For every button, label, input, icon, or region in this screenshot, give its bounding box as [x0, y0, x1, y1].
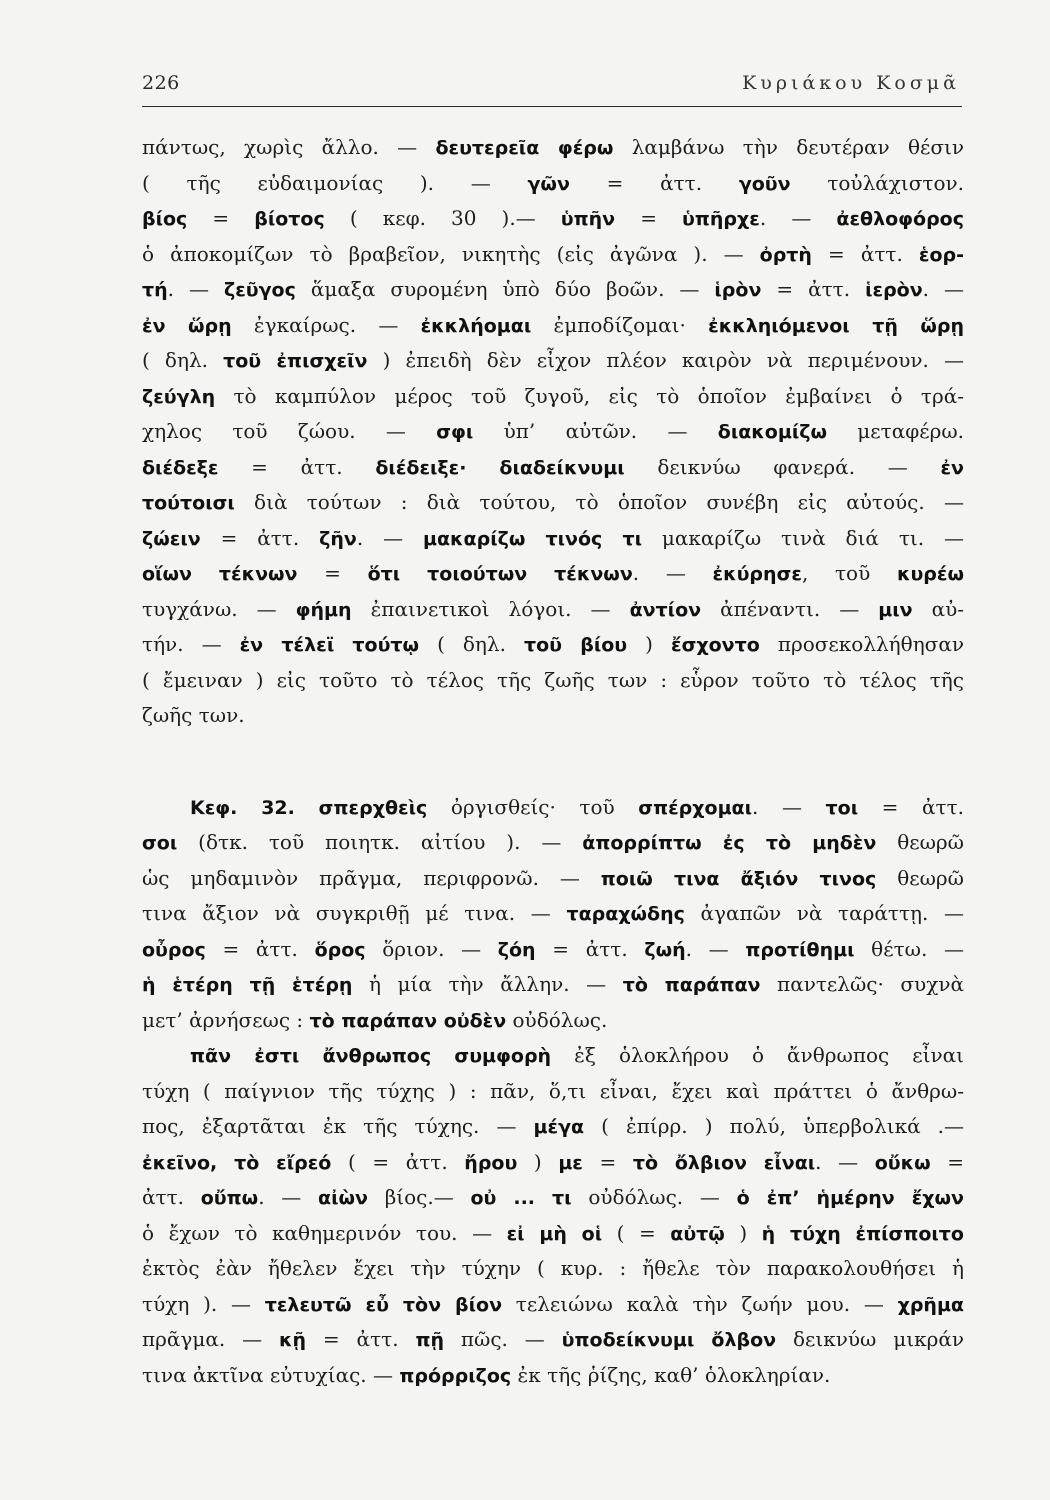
- gloss-text: ἐπαινετικοὶ λόγοι. —: [351, 596, 630, 621]
- text-line: [142, 521, 964, 557]
- text-line: [142, 1322, 964, 1358]
- headword: χρῆμα: [897, 1293, 964, 1316]
- gloss-text: = ἀττ.: [811, 241, 919, 266]
- gloss-text: =: [297, 561, 368, 585]
- headword: ζεύγλη: [142, 385, 216, 408]
- gloss-text: =: [615, 206, 683, 230]
- gloss-text: . —: [685, 936, 746, 961]
- headword: ἐν: [940, 456, 964, 479]
- gloss-text: (δτκ. τοῦ ποιητκ. αἰτίου ). —: [177, 830, 583, 854]
- running-head: Κυριάκου Κοσμᾶ: [742, 72, 960, 94]
- gloss-text: ἐγκαίρως. —: [231, 312, 421, 337]
- gloss-text: ἐμποδίζομαι·: [531, 312, 709, 337]
- headword: ζῆν: [319, 527, 357, 550]
- gloss-text: = ἀττ.: [761, 277, 866, 301]
- gloss-text: ( ἐπίρρ. ) πολύ, ὑπερβολικά .—: [584, 1114, 964, 1138]
- gloss-text: ἐκτὸς ἐὰν ἤθελεν ἔχει τὴν τύχην ( κυρ. : ἤθελε τὸν παρακολουθήσει ἡ: [142, 1256, 964, 1280]
- headword: πῇ: [415, 1329, 444, 1351]
- headword: ἀντίον: [629, 598, 702, 621]
- gloss-text: τύχη ( παίγνιον τῆς τύχης ) : πᾶν, ὅ,τι εἶναι, ἔχει καὶ πράττει ὁ ἄνθρω-: [142, 1078, 964, 1103]
- headword: τὸ ὄλβιον εἶναι: [632, 1151, 816, 1174]
- headword: τοι: [825, 796, 859, 819]
- headword: ἡ ἑτέρη τῇ ἑτέρῃ: [142, 974, 353, 996]
- headword: ὅτι τοιούτων τέκνων: [367, 563, 633, 585]
- headword: ταραχώδης: [566, 903, 685, 925]
- headword: οὔκω: [874, 1151, 931, 1174]
- gloss-text: μετ’ ἀρνήσεως :: [142, 1007, 310, 1032]
- text-line: [142, 1287, 964, 1323]
- gloss-text: . —: [752, 794, 826, 819]
- headword: ἀπορρίπτω ἐς τὸ μηδὲν: [582, 832, 877, 854]
- headword: πᾶν ἐστι ἄνθρωπος συμφορὴ: [190, 1045, 552, 1067]
- text-line: [142, 967, 964, 1003]
- gloss-text: = ἀττ.: [205, 936, 315, 961]
- headword: πρόρριζος: [399, 1364, 512, 1387]
- headword: ἐκκληιόμενοι τῇ ὥρῃ: [708, 314, 964, 337]
- gloss-text: ἀγαπῶν νὰ ταράττῃ. —: [684, 901, 964, 925]
- gloss-text: τινα ἀκτῖνα εὐτυχίας. —: [142, 1362, 400, 1387]
- text-line: [142, 932, 964, 968]
- gloss-text: τήν. —: [142, 632, 240, 656]
- headword: τοῦ ἐπισχεῖν: [223, 350, 368, 372]
- gloss-text: , τοῦ: [801, 561, 897, 585]
- gloss-text: ὅριον. —: [365, 936, 498, 961]
- gloss-text: . —: [922, 277, 964, 301]
- gloss-text: οὐδόλως. —: [571, 1185, 737, 1209]
- gloss-text: ( δηλ.: [419, 632, 524, 656]
- text-line: [142, 825, 964, 861]
- gloss-text: ( τῆς εὐδαιμονίας ). —: [142, 170, 528, 195]
- gloss-text: ζωῆς των.: [142, 703, 245, 727]
- headword: οἵων τέκνων: [142, 563, 298, 585]
- gloss-text: . —: [258, 1185, 319, 1209]
- gloss-text: τινα ἄξιον νὰ συγκριθῇ μέ τινα. —: [142, 901, 567, 925]
- headword: με: [558, 1151, 583, 1174]
- text-line: [142, 698, 964, 734]
- gloss-text: δεικνύω μικράν: [776, 1327, 964, 1351]
- gloss-text: τὸ καμπύλον μέρος τοῦ ζυγοῦ, εἰς τὸ ὁποῖον ἐμβαίνει ὁ τρά-: [215, 383, 964, 408]
- gloss-text: πῶς. —: [444, 1327, 562, 1351]
- headword: κῇ: [279, 1329, 307, 1351]
- gloss-text: βίος.—: [367, 1185, 471, 1209]
- gloss-text: ( = ἀττ.: [331, 1149, 465, 1174]
- gloss-text: πάντως, χωρὶς ἄλλο. —: [142, 135, 436, 159]
- text-line: [142, 450, 964, 486]
- gloss-text: διὰ τούτων : διὰ τούτου, τὸ ὁποῖον συνέβη εἰς αὐτούς. —: [234, 490, 964, 514]
- text-line: [142, 1180, 964, 1216]
- text-line: [142, 272, 964, 308]
- section-gap: [142, 734, 964, 790]
- gloss-text: τύχη ). —: [142, 1291, 265, 1316]
- headword: τὸ παράπαν οὐδὲν: [309, 1009, 507, 1032]
- gloss-text: μεταφέρω.: [826, 419, 964, 443]
- gloss-text: . —: [356, 525, 424, 550]
- gloss-text: ὡς μηδαμινὸν πρᾶγμα, περιφρονῶ. —: [142, 865, 601, 890]
- headword: γοῦν: [738, 172, 791, 195]
- text-line: [142, 130, 964, 166]
- gloss-text: ὑπ’ αὐτῶν. —: [473, 419, 718, 443]
- headword: διέδεξε: [142, 456, 219, 479]
- headword: βίος: [142, 208, 188, 230]
- text-line: [142, 627, 964, 663]
- text-line: [142, 1358, 964, 1394]
- gloss-text: μακαρίζω τινὰ διά τι. —: [641, 525, 964, 550]
- gloss-text: ἡ μία τὴν ἄλλην. —: [352, 972, 623, 996]
- text-line: [142, 663, 964, 699]
- headword: ἑορ-: [918, 243, 964, 266]
- headword: ζόη: [497, 938, 536, 961]
- gloss-text: ἀττ.: [142, 1185, 201, 1209]
- headword: σπέρχομαι: [638, 796, 753, 819]
- gloss-text: πος, ἐξαρτᾶται ἐκ τῆς τύχης. —: [142, 1114, 534, 1138]
- gloss-text: λαμβάνω τὴν δευτέραν θέσιν: [613, 135, 964, 159]
- gloss-text: ( ἔμειναν ) εἰς τοῦτο τὸ τέλος τῆς ζωῆς των : εὗρον τοῦτο τὸ τέλος τῆς: [142, 667, 964, 692]
- glossary-chapter-32-paragraph-1: [142, 790, 964, 1039]
- headword: σοι: [142, 832, 178, 854]
- headword: μέγα: [533, 1116, 585, 1138]
- gloss-text: . —: [167, 277, 224, 301]
- gloss-text: = ἀττ.: [306, 1327, 416, 1351]
- headword: αὐτῷ: [670, 1222, 725, 1245]
- headword: τοῦ βίου: [523, 634, 628, 656]
- gloss-text: δεικνύω φανερά. —: [624, 454, 941, 479]
- gloss-text: ): [517, 1149, 559, 1174]
- gloss-text: αὐ-: [912, 596, 964, 621]
- headword: ζεῦγος: [223, 279, 296, 301]
- text-line: [142, 1216, 964, 1252]
- gloss-text: ): [724, 1220, 762, 1245]
- headword: ζωή: [644, 938, 686, 961]
- headword: διακομίζω: [717, 421, 827, 443]
- text-line: [142, 1109, 964, 1145]
- gloss-text: θεωρῶ: [876, 830, 964, 854]
- headword: ὅρος: [314, 938, 366, 961]
- text-line: [142, 861, 964, 897]
- gloss-text: =: [930, 1149, 964, 1174]
- glossary-section-1: [142, 130, 964, 734]
- gloss-text: τοὐλάχιστον.: [790, 170, 964, 195]
- page-number: 226: [142, 72, 180, 94]
- text-line: [142, 896, 964, 932]
- gloss-text: οὐδόλως.: [506, 1007, 608, 1032]
- gloss-text: πρᾶγμα. —: [142, 1327, 279, 1351]
- headword: γῶν: [527, 172, 570, 195]
- headword: τούτοισι: [142, 492, 235, 514]
- text-line: [142, 1145, 964, 1181]
- gloss-text: = ἀττ.: [200, 525, 320, 550]
- text-line: [142, 592, 964, 628]
- gloss-text: ὀργισθείς· τοῦ: [427, 794, 639, 819]
- headword: προτίθημι: [745, 938, 855, 961]
- headword: ἔσχοντο: [671, 634, 760, 656]
- text-line: [142, 308, 964, 344]
- gloss-text: = ἀττ.: [535, 936, 645, 961]
- gloss-text: ὁ ἔχων τὸ καθημερινόν του. —: [142, 1220, 507, 1245]
- gloss-text: = ἀττ.: [858, 794, 964, 819]
- text-line: [142, 343, 964, 379]
- gloss-text: τελειώνω καλὰ τὴν ζωήν μου. —: [502, 1291, 898, 1316]
- text-line: [142, 485, 964, 521]
- gloss-text: = ἀττ.: [218, 454, 376, 479]
- gloss-text: ἐξ ὁλοκλήρου ὁ ἄνθρωπος εἶναι: [551, 1043, 964, 1067]
- headword: ἐν ὥρῃ: [142, 314, 232, 337]
- headword: ἤρου: [464, 1151, 518, 1174]
- gloss-text: =: [582, 1149, 633, 1174]
- headword: ὁ ἐπ’ ἡμέρην ἔχων: [736, 1187, 964, 1209]
- gloss-text: = ἀττ.: [569, 170, 739, 195]
- gloss-text: χηλος τοῦ ζώου. —: [142, 419, 437, 443]
- gloss-text: ἀπέναντι. —: [701, 596, 879, 621]
- headword: φήμη: [295, 598, 352, 621]
- headword: ἐκύρησε: [712, 563, 802, 585]
- gloss-text: θεωρῶ: [876, 865, 964, 890]
- gloss-text: παντελῶς· συχνὰ: [760, 972, 964, 996]
- text-line: [142, 237, 964, 273]
- text-line: [142, 414, 964, 450]
- headword: ἱερὸν: [865, 279, 923, 301]
- headword: ὑποδείκνυμι ὄλβον: [561, 1329, 777, 1351]
- headword: κυρέω: [896, 563, 964, 585]
- text-line: [142, 201, 964, 237]
- page-header: [142, 70, 962, 107]
- headword: οὐ ... τι: [470, 1187, 572, 1209]
- headword: μακαρίζω τινός τι: [423, 527, 642, 550]
- headword: ἀεθλοφόρος: [836, 208, 964, 230]
- headword: βίοτος: [254, 208, 325, 230]
- text-line: [142, 166, 964, 202]
- gloss-text: ( δηλ.: [142, 348, 224, 372]
- headword: οὔπω: [200, 1187, 259, 1209]
- headword: σφι: [436, 421, 474, 443]
- text-line: [142, 556, 964, 592]
- page-body: [142, 130, 964, 1393]
- headword: αἰὼν: [318, 1187, 368, 1209]
- gloss-text: . —: [815, 1149, 875, 1174]
- headword: τελευτῶ εὖ τὸν βίον: [264, 1293, 503, 1316]
- gloss-text: προσεκολλήθησαν: [759, 632, 964, 656]
- gloss-text: ὁ ἀποκομίζων τὸ βραβεῖον, νικητὴς (εἰς ἀγῶνα ). —: [142, 241, 760, 266]
- text-line: [142, 1038, 964, 1074]
- headword: ὀρτὴ: [759, 243, 812, 266]
- text-line: [142, 1251, 964, 1287]
- gloss-text: ἐκ τῆς ῥίζης, καθ’ ὁλοκληρίαν.: [511, 1362, 831, 1387]
- gloss-text: ἅμαξα συρομένη ὑπὸ δύο βοῶν. —: [295, 277, 715, 301]
- headword: οὖρος: [142, 938, 206, 961]
- headword: ζώειν: [142, 527, 201, 550]
- headword: διέδειξε· διαδείκνυμι: [375, 456, 625, 479]
- gloss-text: ) ἐπειδὴ δὲν εἶχον πλέον καιρὸν νὰ περιμένουν. —: [367, 348, 964, 372]
- gloss-text: =: [187, 206, 255, 230]
- headword: ἱρὸν: [714, 279, 762, 301]
- headword: ἡ τύχη ἐπίσποιτο: [761, 1222, 964, 1245]
- headword: ἐκεῖνο, τὸ εἴρεό: [142, 1151, 332, 1174]
- headword: εἰ μὴ οἱ: [506, 1222, 603, 1245]
- text-line: [142, 790, 964, 826]
- text-line: [142, 1003, 964, 1039]
- headword: Κεφ. 32. σπερχθεὶς: [190, 796, 428, 819]
- gloss-text: . —: [759, 206, 837, 230]
- glossary-chapter-32-paragraph-2: [142, 1038, 964, 1393]
- headword: τὸ παράπαν: [622, 974, 761, 996]
- gloss-text: ): [627, 632, 671, 656]
- headword: ὑπῆρχε: [682, 208, 760, 230]
- headword: μιν: [878, 598, 913, 621]
- headword: ὑπῆν: [560, 208, 616, 230]
- text-line: [142, 379, 964, 415]
- gloss-text: θέτω. —: [854, 936, 964, 961]
- headword: ποιῶ τινα ἄξιόν τινος: [600, 867, 877, 890]
- headword: δευτερεῖα φέρω: [435, 137, 614, 159]
- headword: ἐν τέλεϊ τούτῳ: [239, 634, 420, 656]
- gloss-text: ( κεφ. 30 ).—: [324, 206, 561, 230]
- gloss-text: τυγχάνω. —: [142, 596, 296, 621]
- headword: ἐκκλήομαι: [420, 314, 532, 337]
- gloss-text: ( =: [602, 1220, 671, 1245]
- gloss-text: . —: [632, 561, 713, 585]
- headword: τή: [142, 279, 168, 301]
- text-line: [142, 1074, 964, 1110]
